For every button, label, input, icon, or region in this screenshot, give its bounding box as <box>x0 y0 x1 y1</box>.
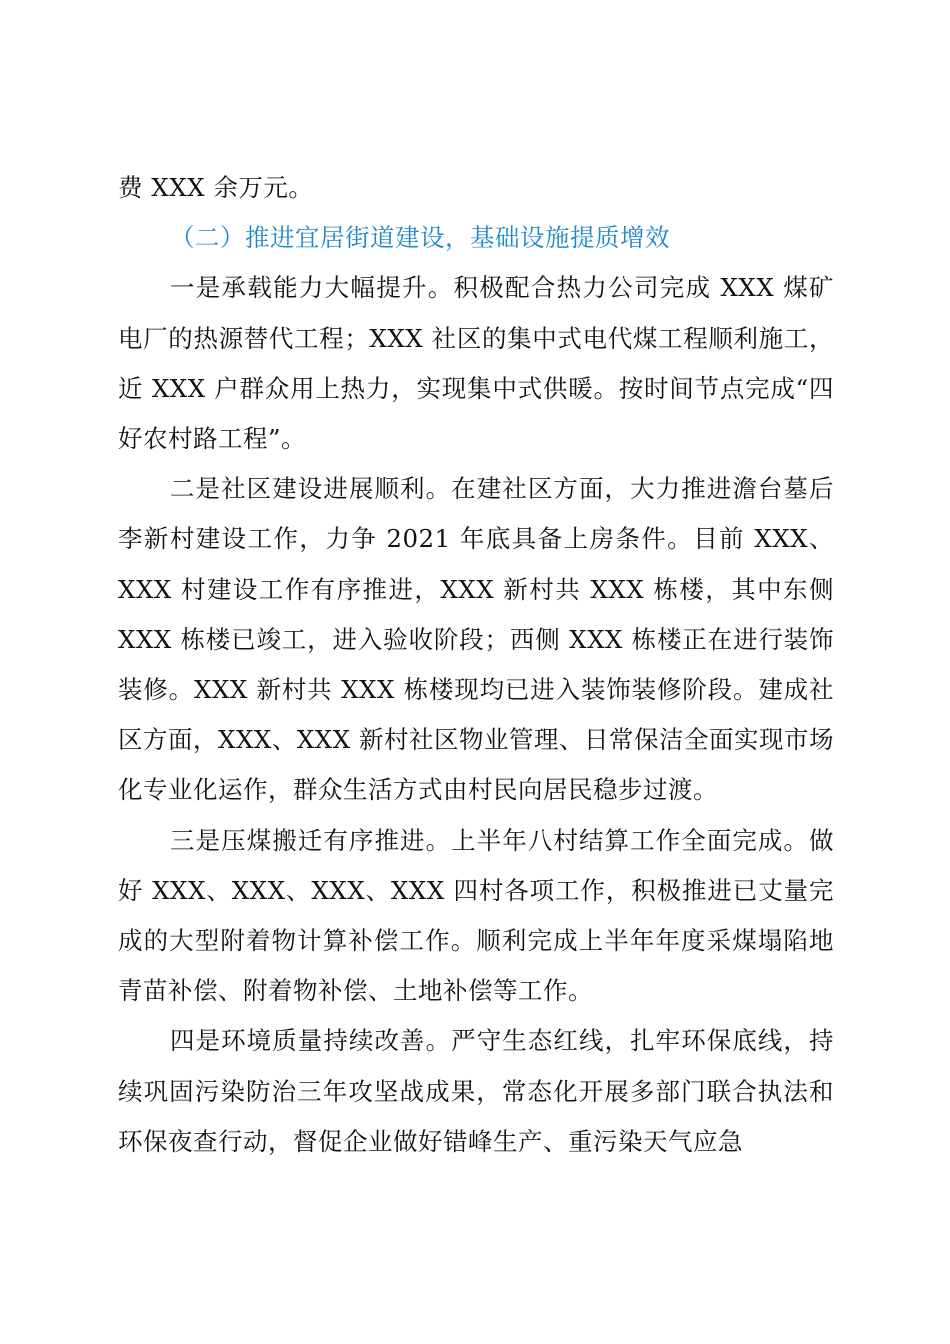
paragraph-continuation: 费 XXX 余万元。 <box>118 173 314 202</box>
paragraph-coal-relocation: 三是压煤搬迁有序推进。上半年八村结算工作全面完成。做好 XXX、XXX、XXX、XXX 四村各项工作，积极推进已丈量完成的大型附着物计算补偿工作。顺利完成上半年年度采煤塌陷地青苗补偿、附着物补偿、土地补偿等工作。 <box>118 825 834 1006</box>
document-body <box>118 163 834 1167</box>
paragraph-community-construction: 二是社区建设进展顺利。在建社区方面，大力推进澹台墓后李新村建设工作，力争 2021 年底具备上房条件。目前 XXX、XXX 村建设工作有序推进，XXX 新村共 XXX 栋楼，其中东侧 XXX 栋楼已竣工，进入验收阶段；西侧 XXX 栋楼正在进行装饰装修。XXX 新村共 XXX 栋楼现均已进入装饰装修阶段。建成社区方面，XXX、XXX 新村社区物业管理、日常保洁全面实现市场化专业化运作，群众生活方式由村民向居民稳步过渡。 <box>118 474 834 805</box>
section-heading: （二）推进宜居街道建设，基础设施提质增效 <box>170 223 670 253</box>
paragraph-environment: 四是环境质量持续改善。严守生态红线，扎牢环保底线，持续巩固污染防治三年攻坚战成果，常态化开展多部门联合执法和环保夜查行动，督促企业做好错峰生产、重污染天气应急 <box>118 1026 834 1156</box>
paragraph-capacity: 一是承载能力大幅提升。积极配合热力公司完成 XXX 煤矿电厂的热源替代工程；XXX 社区的集中式电代煤工程顺利施工，近 XXX 户群众用上热力，实现集中式供暖。按时间节点完成“四好农村路工程”。 <box>118 273 834 454</box>
